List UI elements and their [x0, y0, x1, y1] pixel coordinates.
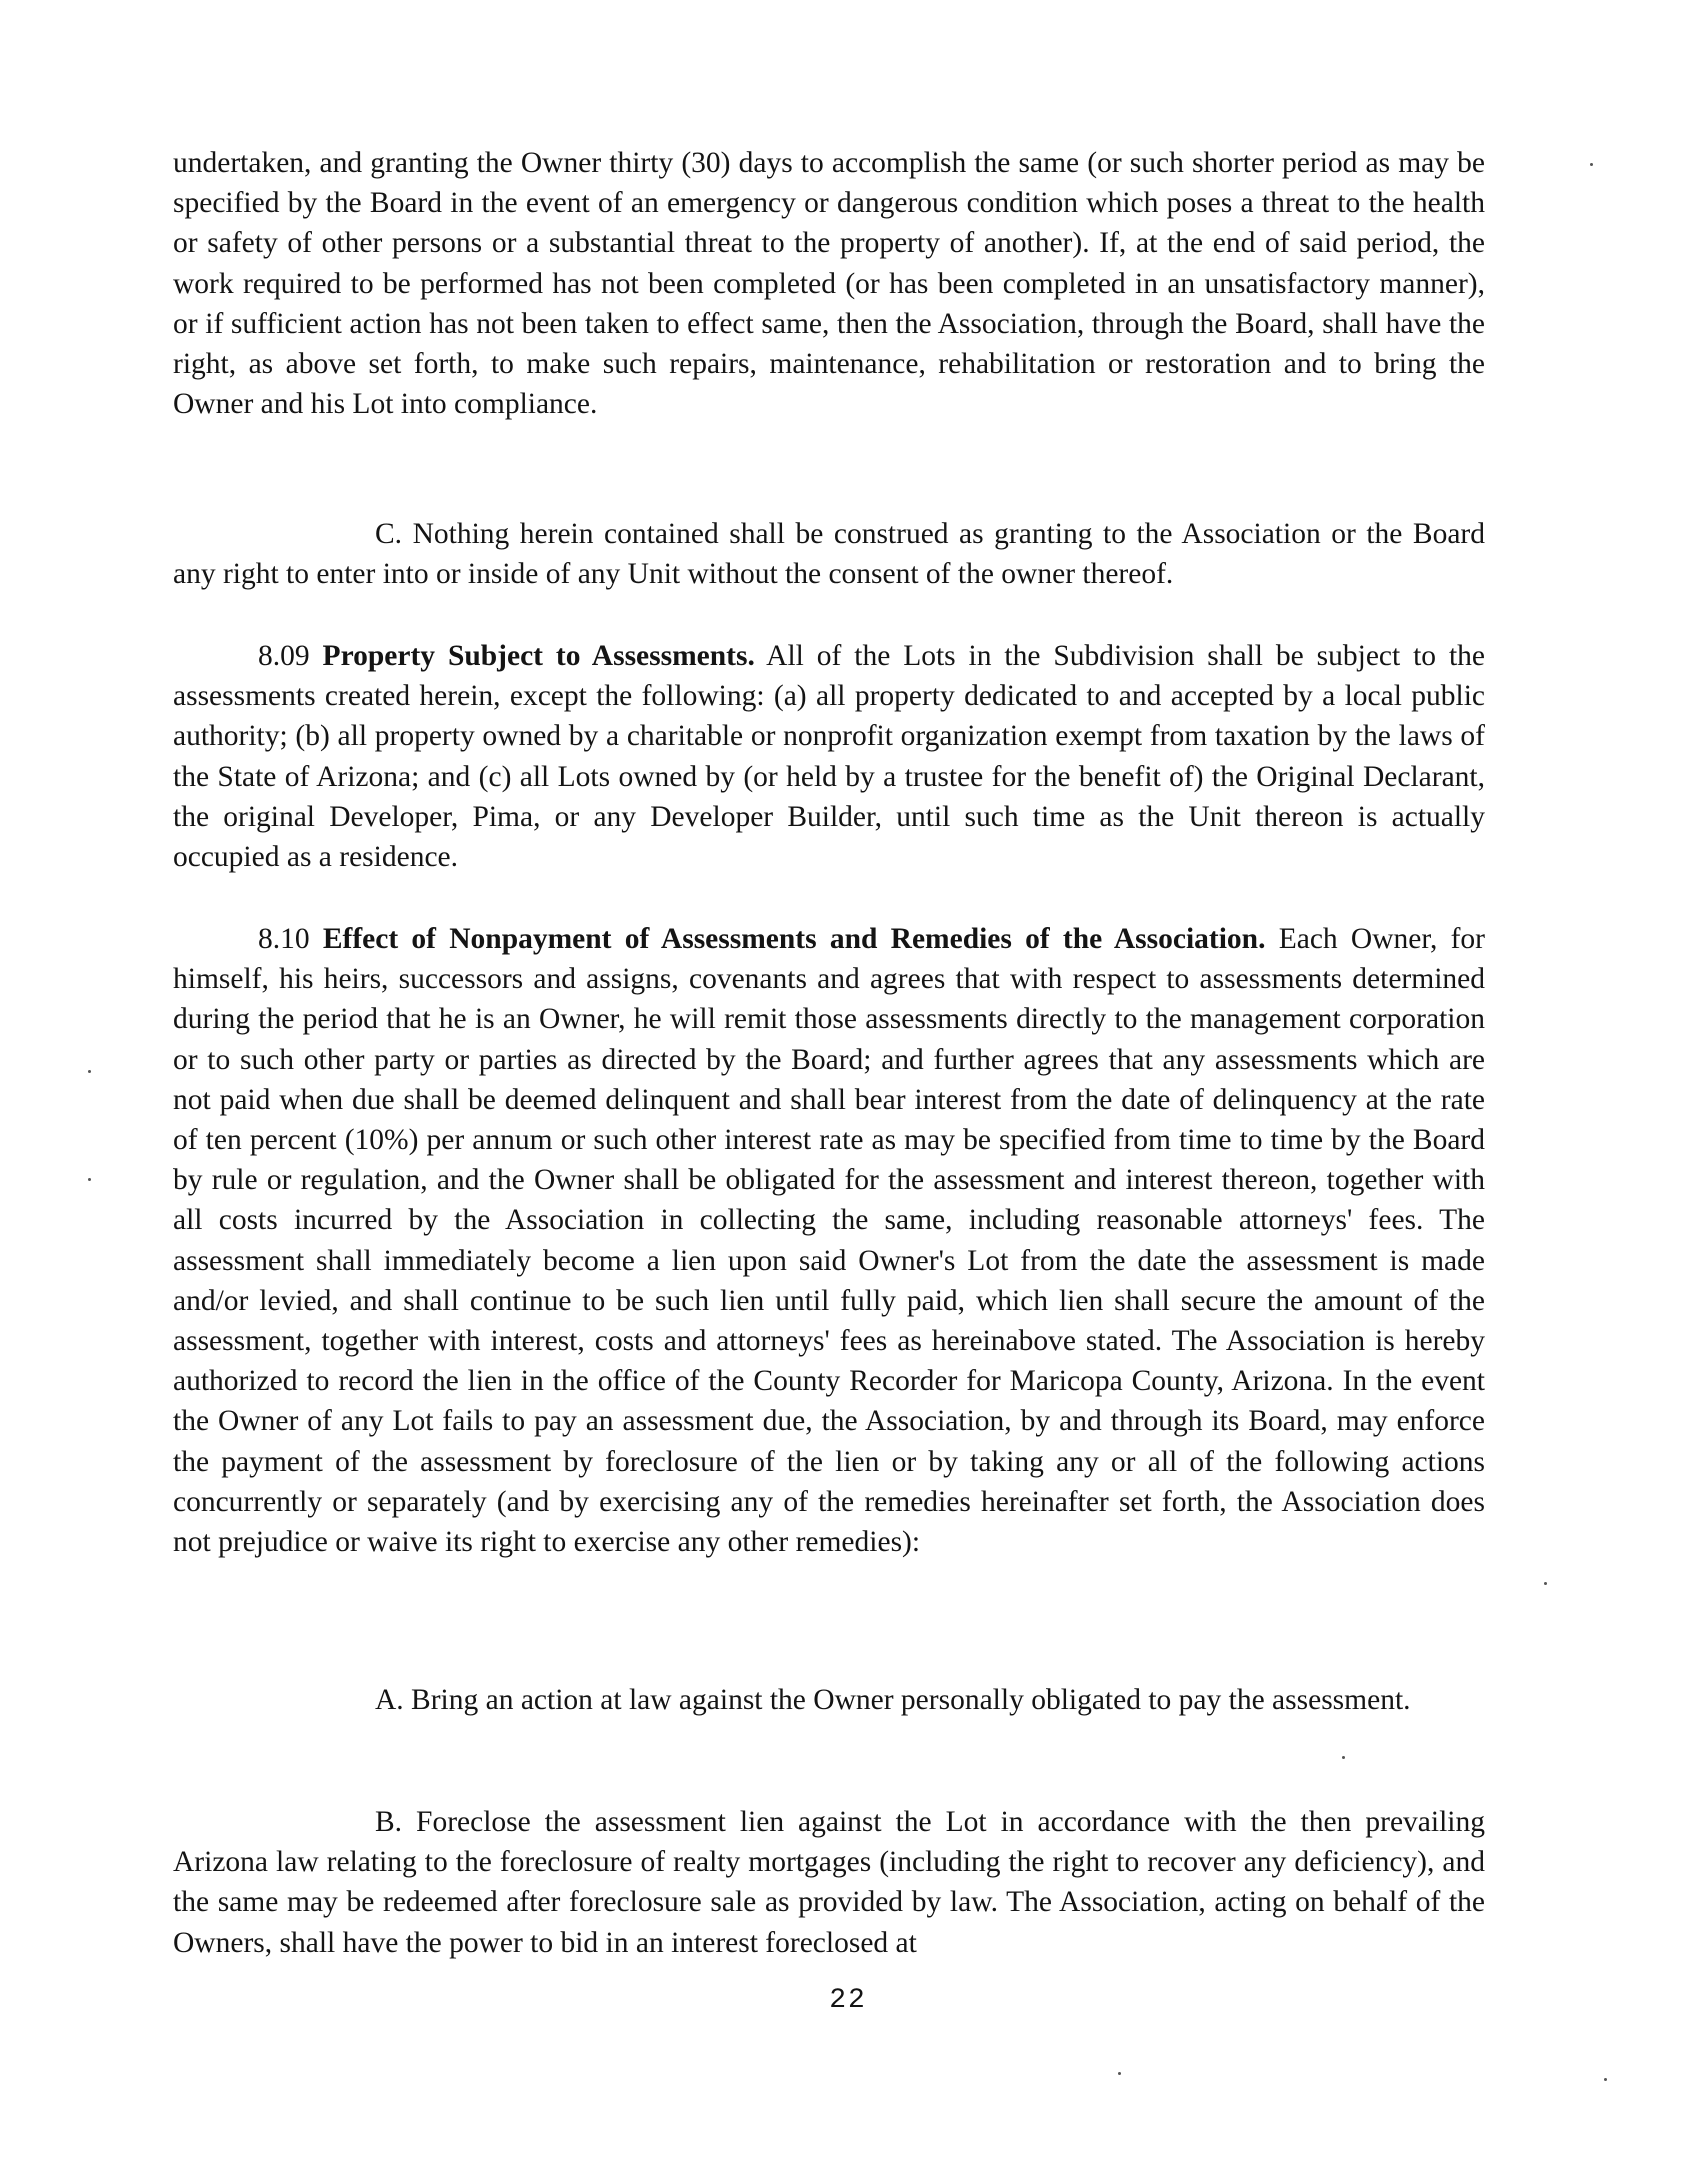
page-number: 22	[829, 1985, 867, 2016]
section-body: All of the Lots in the Subdivision shall be subject to the assessments created herein, except the following: (a) all property dedicated to and accepted by a local public authority; (b) all property owned by a charitable or nonprofit organization exempt from taxation by the laws of the State of Arizona; and (c) all Lots owned by (or held by a trustee for the benefit of) the Original Declarant, the original Developer, Pima, or any Developer Builder, until such time as the Unit thereon is actually occupied as a residence.	[173, 640, 1486, 874]
scan-speck	[88, 1070, 91, 1073]
paragraph-c: C. Nothing herein contained shall be construed as granting to the Association or the Board any right to enter into or inside of any Unit without the consent of the owner thereof.	[173, 518, 1485, 591]
scan-speck	[1118, 2072, 1121, 2075]
scan-speck	[88, 1178, 91, 1181]
scan-speck	[1590, 163, 1593, 166]
scan-speck	[1544, 1582, 1547, 1585]
scan-speck	[1604, 2078, 1607, 2081]
section-heading: Property Subject to Assessments.	[322, 640, 755, 672]
remedy-b: B. Foreclose the assessment lien against the Lot in accordance with the then prevailing Arizona law relating to the foreclosure of realty mortgages (including the right to recover any deficiency), and the same may be redeemed after foreclosure sale as provided by law. The Association, acting on behalf of the Owners, shall have the power to bid in an interest foreclosed at	[173, 1806, 1485, 1959]
section-body: Each Owner, for himself, his heirs, successors and assigns, covenants and agrees that with respect to assessments determined during the period that he is an Owner, he will remit those assessments directly to the management corporation or to such other party or parties as directed by the Board; and further agrees that any assessments which are not paid when due shall be deemed delinquent and shall bear interest from the date of delinquency at the rate of ten percent (10%) per annum or such other interest rate as may be specified from time to time by the Board by rule or regulation, and the Owner shall be obligated for the assessment and interest thereon, together with all costs incurred by the Association in collecting the same, including reasonable attorneys' fees. The assessment shall immediately become a lien upon said Owner's Lot from the date the assessment is made and/or levied, and shall continue to be such lien until fully paid, which lien shall secure the amount of the assessment, together with interest, costs and attorneys' fees as hereinabove stated. The Association is hereby authorized to record the lien in the office of the County Recorder for Maricopa County, Arizona. In the event the Owner of any Lot fails to pay an assessment due, the Association, by and through its Board, may enforce the payment of the assessment by foreclosure of the lien or by taking any or all of the following actions concurrently or separately (and by exercising any of the remedies hereinafter set forth, the Association does not prejudice or waive its right to exercise any other remedies):	[173, 923, 1485, 1559]
section-number: 8.09	[258, 640, 310, 672]
scan-speck	[1342, 1756, 1345, 1759]
section-8-09	[173, 636, 1485, 877]
paragraph-continuation: undertaken, and granting the Owner thirty (30) days to accomplish the same (or such shorter period as may be specified by the Board in the event of an emergency or dangerous condition which poses a threat to the health or safety of other persons or a substantial threat to the property of another). If, at the end of said period, the work required to be performed has not been completed (or has been completed in an unsatisfactory manner), or if sufficient action has not been taken to effect same, then the Association, through the Board, shall have the right, as above set forth, to make such repairs, maintenance, rehabilitation or restoration and to bring the Owner and his Lot into compliance.	[173, 147, 1485, 421]
remedy-a: A. Bring an action at law against the Owner personally obligated to pay the assessment.	[375, 1684, 1411, 1716]
section-number: 8.10	[258, 923, 310, 955]
section-heading: Effect of Nonpayment of Assessments and Remedies of the Association.	[322, 923, 1266, 955]
section-8-10	[173, 919, 1485, 1562]
